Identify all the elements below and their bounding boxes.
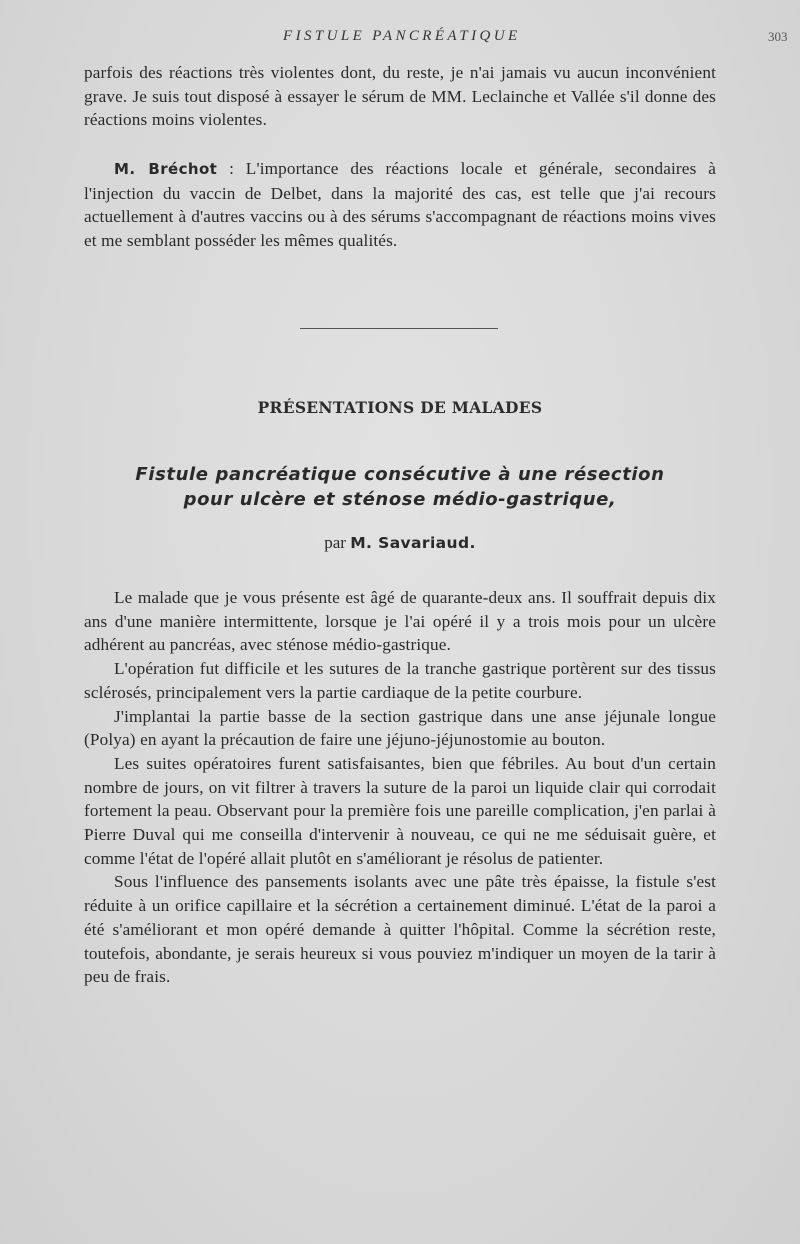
byline — [0, 533, 800, 553]
running-head — [0, 28, 800, 48]
speaker-name: M. Bréchot — [114, 160, 218, 178]
body-paragraph: Les suites opératoires furent satisfaisantes, bien que fébriles. Au bout d'un certain nombre de jours, on vit filtrer à travers la suture de la paroi un liquide clair qui corrodait fortement la peau. Observant pour la première fois une pareille complication, j'en parlai à Pierre Duval qui me conseilla d'intervenir à nouveau, ce qui ne me séduisait guère, et comme l'état de l'opéré allait plutôt en s'améliorant je résolus de patienter. — [84, 753, 716, 868]
running-title: FISTULE PANCRÉATIQUE — [283, 28, 521, 44]
speaker-remark: : L'importance des réactions locale et générale, secondaires à l'injection du vaccin de Delbet, dans la majorité des cas, est telle que j'ai recours actuellement à d'autres vaccins ou à des sérums s'accompagnant de réactions moins vives et me semblant posséder les mêmes qualités. — [84, 159, 716, 251]
author-name: M. Savariaud. — [350, 534, 476, 552]
article-body — [84, 586, 716, 989]
body-paragraph: J'implantai la partie basse de la section gastrique dans une anse jéjunale longue (Polya) en ayant la précaution de faire une jéjuno-jéjunostomie au bouton. — [84, 706, 716, 750]
discussion-paragraph-1 — [84, 61, 716, 132]
body-paragraph: L'opération fut difficile et les sutures de la tranche gastrique portèrent sur des tissus sclérosés, principalement vers la partie cardiaque de la petite courbure. — [84, 659, 716, 702]
section-heading: PRÉSENTATIONS DE MALADES — [257, 398, 543, 417]
page-number: 303 — [768, 29, 788, 44]
body-paragraph: Sous l'influence des pansements isolants avec une pâte très épaisse, la fistule s'est réduite à un orifice capillaire et la sécrétion a certainement diminué. L'état de la paroi a été s'améliorant et mon opéré demande à quitter l'hôpital. Comme la sécrétion reste, toutefois, abondante, je serais heureux si vous pouviez m'indiquer un moyen de la tarir à peu de frais. — [84, 872, 716, 987]
article-title-line-1: Fistule pancréatique consécutive à une résection — [135, 464, 665, 485]
discussion-paragraph-2 — [84, 157, 716, 253]
byline-prefix: par — [324, 533, 351, 552]
discussion-paragraph-2-text — [84, 157, 716, 253]
article-title — [0, 462, 800, 512]
section-divider — [300, 328, 498, 329]
body-paragraph: Le malade que je vous présente est âgé de quarante-deux ans. Il souffrait depuis dix ans d'une manière intermittente, lorsque je l'ai opéré il y a trois mois pour un ulcère adhérent au pancréas, avec sténose médio-gastrique. — [84, 588, 716, 655]
discussion-paragraph-1-text: parfois des réactions très violentes dont, du reste, je n'ai jamais vu aucun inconvénient grave. Je suis tout disposé à essayer le sérum de MM. Leclainche et Vallée s'il donne des réactions moins violentes. — [84, 63, 716, 130]
article-title-line-2: pour ulcère et sténose médio-gastrique, — [183, 489, 617, 510]
